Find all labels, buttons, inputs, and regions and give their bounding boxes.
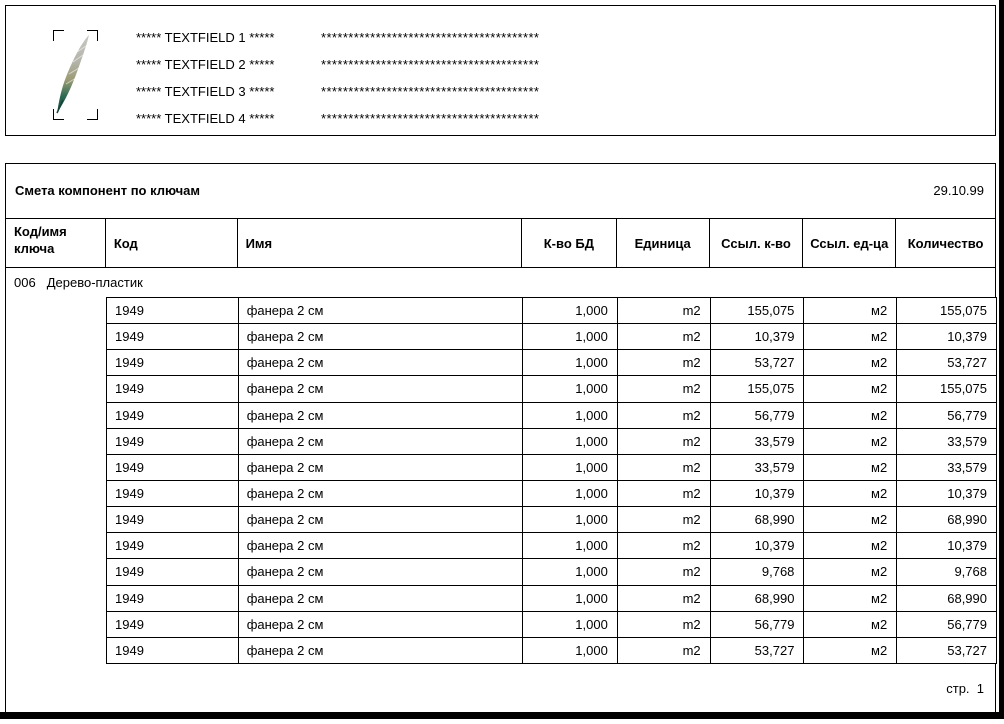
cell-ref_unit: м2 (804, 429, 897, 454)
report-box (5, 163, 996, 712)
cell-qty_db: 1,000 (523, 638, 618, 663)
cell-unit: m2 (618, 298, 711, 323)
cell-ref_unit: м2 (804, 403, 897, 428)
textfield-value: **************************************** (321, 111, 540, 126)
table-row (106, 375, 997, 402)
cell-ref_qty: 10,379 (711, 481, 805, 506)
cell-code: 1949 (107, 403, 239, 428)
column-header-unit: Единица (617, 219, 710, 267)
textfield-row (136, 51, 985, 78)
cell-unit: m2 (618, 586, 711, 611)
cell-unit: m2 (618, 403, 711, 428)
column-header-ref-unit: Ссыл. ед-ца (803, 219, 896, 267)
cell-name: фанера 2 см (239, 403, 523, 428)
column-header-ref-qty: Ссыл. к-во (710, 219, 804, 267)
table-row (106, 402, 997, 429)
cell-ref_unit: м2 (804, 507, 897, 532)
cell-code: 1949 (107, 455, 239, 480)
cell-name: фанера 2 см (239, 298, 523, 323)
cell-code: 1949 (107, 350, 239, 375)
cell-code: 1949 (107, 298, 239, 323)
table-row (106, 532, 997, 559)
cell-name: фанера 2 см (239, 481, 523, 506)
group-name: Дерево-пластик (46, 275, 143, 290)
table-row (106, 611, 997, 638)
cell-ref_unit: м2 (804, 481, 897, 506)
cell-qty: 68,990 (947, 512, 987, 528)
cell-qty: 9,768 (954, 564, 987, 580)
cell-qty_db: 1,000 (523, 403, 618, 428)
report-footer (6, 664, 995, 712)
cell-name: фанера 2 см (239, 533, 523, 558)
cell-name: фанера 2 см (239, 376, 523, 401)
cell-qty: 33,579 (947, 459, 987, 475)
table-row (106, 323, 997, 350)
crop-mark-top-left (53, 30, 64, 41)
textfield-label: ***** TEXTFIELD 1 ***** (136, 30, 275, 45)
textfield-label: ***** TEXTFIELD 2 ***** (136, 57, 275, 72)
cell-ref_qty: 53,727 (711, 638, 805, 663)
cell-qty_db: 1,000 (523, 324, 618, 349)
table-rows (106, 297, 997, 664)
cell-unit: m2 (618, 455, 711, 480)
textfield-value: **************************************** (321, 57, 540, 72)
cell-ref_qty: 9,768 (711, 559, 805, 584)
cell-qty_db: 1,000 (523, 455, 618, 480)
column-header-code: Код (106, 219, 238, 267)
cell-qty: 33,579 (947, 433, 987, 449)
cell-ref_unit: м2 (804, 376, 897, 401)
cell-name: фанера 2 см (239, 455, 523, 480)
textfield-label: ***** TEXTFIELD 3 ***** (136, 84, 275, 99)
cell-ref_qty: 33,579 (711, 455, 805, 480)
report-date: 29.10.99 (933, 183, 984, 198)
cell-unit: m2 (618, 533, 711, 558)
cell-qty_db: 1,000 (523, 586, 618, 611)
cell-ref_qty: 10,379 (711, 533, 805, 558)
cell-qty_db: 1,000 (523, 376, 618, 401)
column-header-name: Имя (238, 219, 522, 267)
cell-qty: 53,727 (947, 355, 987, 371)
cell-name: фанера 2 см (239, 324, 523, 349)
cell-code: 1949 (107, 429, 239, 454)
cell-code: 1949 (107, 507, 239, 532)
cell-qty_db: 1,000 (523, 481, 618, 506)
cell-unit: m2 (618, 559, 711, 584)
cell-qty_db: 1,000 (523, 350, 618, 375)
textfield-value: **************************************** (321, 84, 540, 99)
cell-name: фанера 2 см (239, 507, 523, 532)
cell-qty_db: 1,000 (523, 612, 618, 637)
table-row (106, 349, 997, 376)
textfield-row (136, 24, 985, 51)
group-code: 006 (14, 275, 36, 290)
cell-qty_db: 1,000 (523, 559, 618, 584)
cell-qty_db: 1,000 (523, 298, 618, 323)
crop-mark-top-right (87, 30, 98, 41)
crop-mark-bottom-left (53, 109, 64, 120)
page-number: стр. 1 (946, 680, 984, 696)
table-row (106, 506, 997, 533)
column-header-qty: Количество (907, 235, 984, 251)
cell-ref_unit: м2 (804, 533, 897, 558)
table-row (106, 454, 997, 481)
cell-qty: 56,779 (947, 616, 987, 632)
cell-unit: m2 (618, 429, 711, 454)
cell-qty: 10,379 (947, 538, 987, 554)
cell-ref_qty: 56,779 (711, 612, 805, 637)
cell-qty: 155,075 (940, 381, 987, 397)
table-row (106, 585, 997, 612)
cell-unit: m2 (618, 324, 711, 349)
cell-unit: m2 (618, 507, 711, 532)
cell-unit: m2 (618, 638, 711, 663)
cell-ref_qty: 56,779 (711, 403, 805, 428)
textfield-row (136, 78, 985, 105)
cell-ref_unit: м2 (804, 298, 897, 323)
cell-name: фанера 2 см (239, 638, 523, 663)
table-row (106, 637, 997, 664)
textfield-row (136, 105, 985, 132)
cell-code: 1949 (107, 586, 239, 611)
table-row (106, 558, 997, 585)
cell-ref_unit: м2 (804, 638, 897, 663)
cell-qty_db: 1,000 (523, 507, 618, 532)
cell-code: 1949 (107, 376, 239, 401)
cell-ref_qty: 68,990 (711, 507, 805, 532)
textfield-label: ***** TEXTFIELD 4 ***** (136, 111, 275, 126)
cell-name: фанера 2 см (239, 586, 523, 611)
letterhead-fields (136, 24, 985, 132)
cell-qty: 155,075 (940, 303, 987, 319)
cell-name: фанера 2 см (239, 350, 523, 375)
quill-feather-icon (49, 22, 101, 122)
crop-mark-bottom-right (87, 109, 98, 120)
cell-unit: m2 (618, 481, 711, 506)
cell-qty: 10,379 (947, 486, 987, 502)
cell-code: 1949 (107, 533, 239, 558)
report-title: Смета компонент по ключам (15, 183, 201, 198)
cell-qty: 56,779 (947, 407, 987, 423)
table-row (106, 480, 997, 507)
cell-ref_unit: м2 (804, 350, 897, 375)
cell-code: 1949 (107, 481, 239, 506)
cell-ref_qty: 33,579 (711, 429, 805, 454)
cell-unit: m2 (618, 350, 711, 375)
column-header-qty-db: К-во БД (522, 219, 617, 267)
textfield-value: **************************************** (321, 30, 540, 45)
table-header (6, 218, 995, 268)
table-row (106, 297, 997, 324)
report-title-row (6, 164, 995, 218)
cell-qty_db: 1,000 (523, 429, 618, 454)
cell-qty_db: 1,000 (523, 533, 618, 558)
group-row (6, 268, 995, 297)
cell-qty: 53,727 (947, 642, 987, 658)
cell-ref_qty: 155,075 (711, 376, 805, 401)
cell-ref_unit: м2 (804, 324, 897, 349)
cell-ref_unit: м2 (804, 455, 897, 480)
cell-code: 1949 (107, 324, 239, 349)
table-row (106, 428, 997, 455)
cell-ref_unit: м2 (804, 612, 897, 637)
page-edge-bottom (0, 712, 1004, 719)
cell-ref_unit: м2 (804, 586, 897, 611)
cell-qty: 68,990 (947, 590, 987, 606)
cell-ref_qty: 53,727 (711, 350, 805, 375)
cell-code: 1949 (107, 638, 239, 663)
cell-name: фанера 2 см (239, 612, 523, 637)
cell-name: фанера 2 см (239, 559, 523, 584)
cell-unit: m2 (618, 612, 711, 637)
letterhead-box (5, 5, 996, 136)
cell-ref_unit: м2 (804, 559, 897, 584)
cell-ref_qty: 68,990 (711, 586, 805, 611)
column-header-key: Код/имя ключа (6, 219, 106, 267)
cell-code: 1949 (107, 559, 239, 584)
cell-code: 1949 (107, 612, 239, 637)
page-edge-right (999, 0, 1004, 719)
cell-ref_qty: 10,379 (711, 324, 805, 349)
cell-name: фанера 2 см (239, 429, 523, 454)
cell-ref_qty: 155,075 (711, 298, 805, 323)
cell-unit: m2 (618, 376, 711, 401)
cell-qty: 10,379 (947, 329, 987, 345)
